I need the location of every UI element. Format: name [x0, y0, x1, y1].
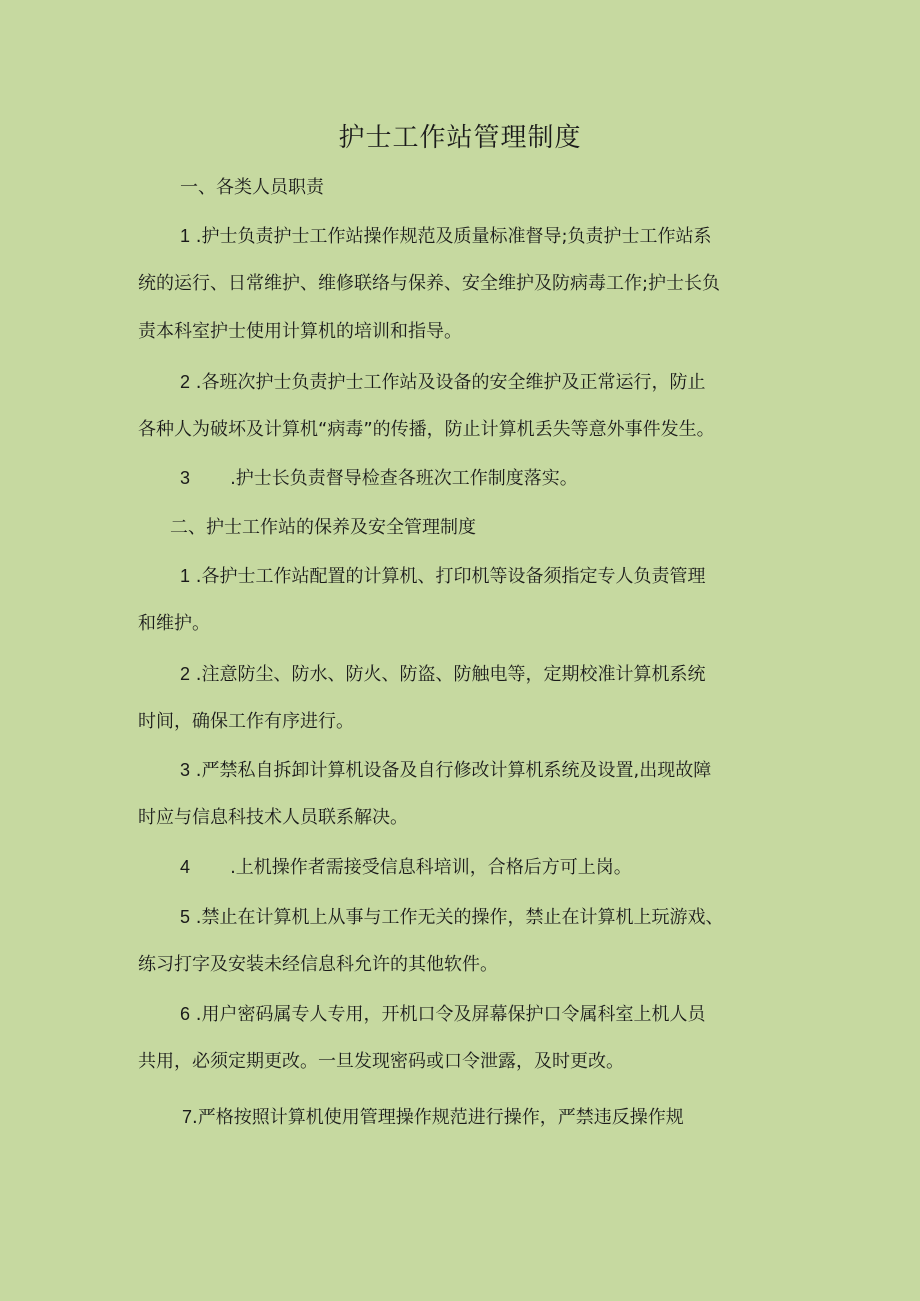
paragraph-2-4 [138, 843, 788, 891]
item-number: 2 [180, 372, 191, 392]
paragraph-line: .各护士工作站配置的计算机、打印机等设备须指定专人负责管理 [195, 566, 706, 587]
item-number: 4 [180, 857, 191, 877]
paragraph-2-5 [138, 893, 788, 989]
item-number: 5 [180, 907, 191, 927]
paragraph-line: .各班次护士负责护士工作站及设备的安全维护及正常运行，防止 [195, 372, 706, 393]
paragraph-line: .护士长负责督导检查各班次工作制度落实。 [230, 468, 578, 489]
paragraph-line: 责本科室护士使用计算机的培训和指导。 [138, 321, 462, 342]
paragraph-line: .禁止在计算机上从事与工作无关的操作，禁止在计算机上玩游戏、 [195, 907, 724, 928]
item-number: 1 [180, 226, 191, 246]
section-heading-1: 一、各类人员职责 [180, 177, 324, 198]
paragraph-1-1 [138, 212, 788, 356]
paragraph-line: 统的运行、日常维护、维修联络与保养、安全维护及防病毒工作;护士长负 [138, 273, 721, 294]
paragraph-line: 时间，确保工作有序进行。 [138, 711, 354, 732]
paragraph-line: .护士负责护士工作站操作规范及质量标准督导;负责护士工作站系 [195, 226, 712, 247]
item-number: 3 [180, 468, 191, 488]
item-number: 1 [180, 566, 191, 586]
paragraph-line: .用户密码属专人专用，开机口令及屏幕保护口令属科室上机人员 [195, 1004, 706, 1025]
paragraph-line: .严禁私自拆卸计算机设备及自行修改计算机系统及设置,出现故障 [195, 760, 712, 781]
item-number: 3 [180, 760, 191, 780]
paragraph-line: 和维护。 [138, 613, 210, 634]
paragraph-2-2 [138, 650, 788, 746]
paragraph-1-3 [138, 454, 788, 502]
section-heading-2: 二、护士工作站的保养及安全管理制度 [170, 517, 476, 538]
paragraph-2-6 [138, 990, 788, 1086]
document-title: 护士工作站管理制度 [338, 123, 582, 153]
item-number: 7 [182, 1107, 193, 1127]
paragraph-line: .严格按照计算机使用管理操作规范进行操作，严禁违反操作规 [192, 1107, 684, 1128]
paragraph-1-2 [138, 358, 788, 454]
paragraph-line: .注意防尘、防水、防火、防盗、防触电等，定期校准计算机系统 [195, 664, 706, 685]
item-number: 6 [180, 1004, 191, 1024]
paragraph-2-7 [138, 1093, 788, 1141]
paragraph-line: .上机操作者需接受信息科培训，合格后方可上岗。 [230, 857, 632, 878]
paragraph-line: 练习打字及安装未经信息科允许的其他软件。 [138, 954, 498, 975]
item-number: 2 [180, 664, 191, 684]
paragraph-line: 共用，必须定期更改。一旦发现密码或口令泄露，及时更改。 [138, 1051, 624, 1072]
paragraph-line: 各种人为破坏及计算机“病毒”的传播，防止计算机丢失等意外事件发生。 [138, 419, 715, 440]
paragraph-2-1 [138, 552, 788, 648]
paragraph-line: 时应与信息科技术人员联系解决。 [138, 807, 408, 828]
paragraph-2-3 [138, 746, 788, 842]
